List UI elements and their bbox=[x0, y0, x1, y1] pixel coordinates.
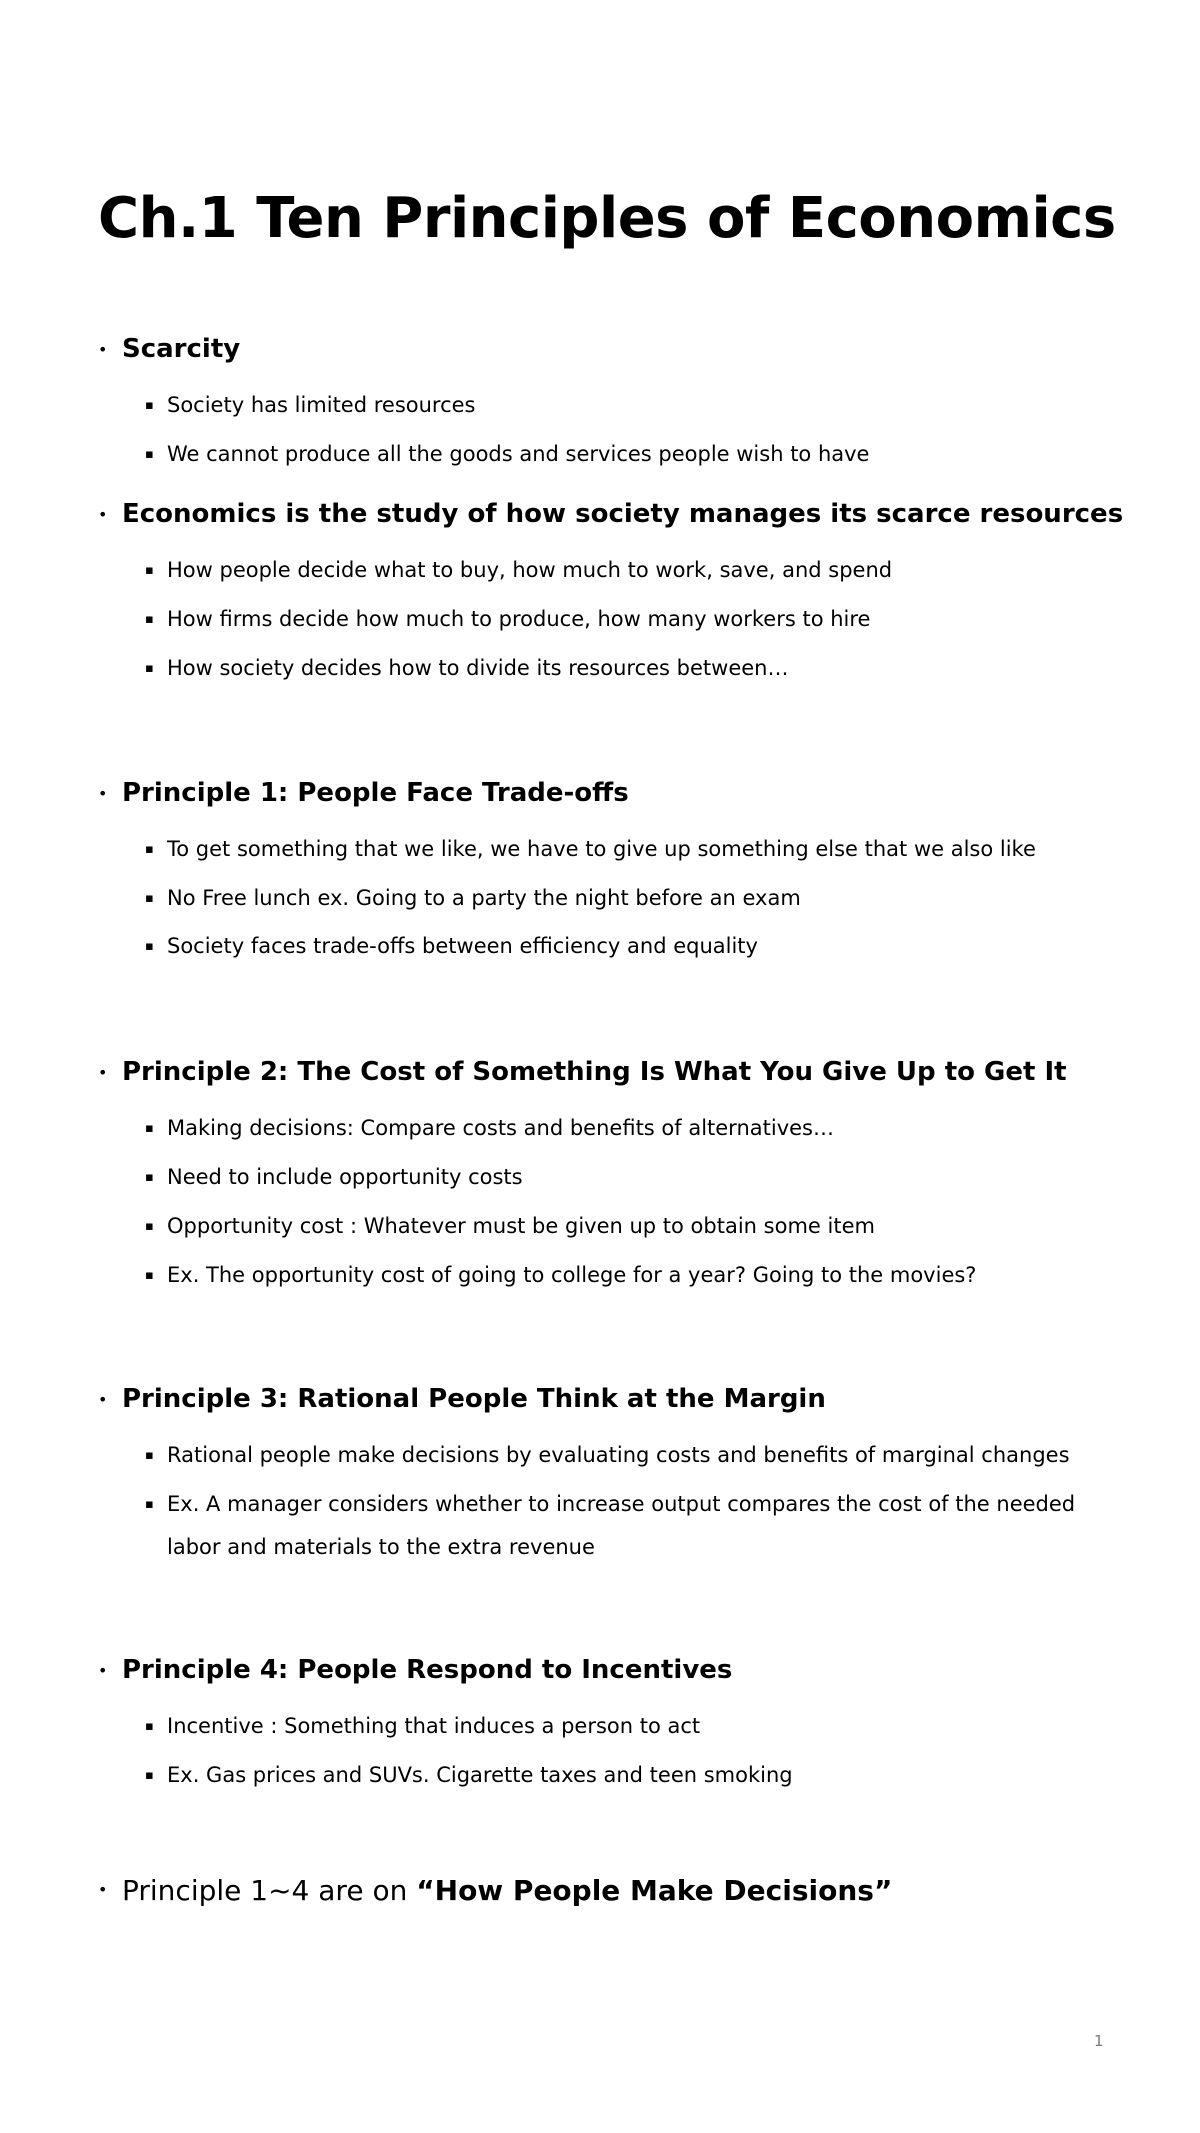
list-item: ▪ Ex. Gas prices and SUVs. Cigarette taxes and teen smoking bbox=[145, 1763, 793, 1787]
bullet-icon: ▪ bbox=[145, 1219, 154, 1234]
bullet-icon: ▪ bbox=[145, 1448, 154, 1463]
list-item: ▪ Need to include opportunity costs bbox=[145, 1165, 523, 1189]
list-item: ▪ Ex. The opportunity cost of going to college for a year? Going to the movies? bbox=[145, 1263, 977, 1287]
bullet-icon: • bbox=[98, 1390, 108, 1409]
list-item: ▪ How people decide what to buy, how much to work, save, and spend bbox=[145, 558, 893, 582]
bullet-icon: ▪ bbox=[145, 1719, 154, 1734]
bullet-icon: ▪ bbox=[145, 612, 154, 627]
section-heading-scarcity: • Scarcity bbox=[98, 334, 241, 364]
bullet-icon: ▪ bbox=[145, 398, 154, 413]
bullet-icon: • bbox=[98, 1880, 108, 1899]
page-number: 1 bbox=[1094, 2032, 1104, 2050]
bullet-icon: • bbox=[98, 1063, 108, 1082]
bullet-icon: • bbox=[98, 505, 108, 524]
section-heading-principle-2: • Principle 2: The Cost of Something Is What You Give Up to Get It bbox=[98, 1057, 1067, 1087]
list-item: ▪ We cannot produce all the goods and services people wish to have bbox=[145, 442, 870, 466]
list-item: ▪ How firms decide how much to produce, how many workers to hire bbox=[145, 607, 871, 631]
bullet-icon: ▪ bbox=[145, 939, 154, 954]
list-item: ▪ Opportunity cost : Whatever must be given up to obtain some item bbox=[145, 1214, 875, 1238]
list-item-continuation: labor and materials to the extra revenue bbox=[167, 1535, 595, 1559]
bullet-icon: • bbox=[98, 340, 108, 359]
list-item: ▪ Making decisions: Compare costs and benefits of alternatives… bbox=[145, 1116, 834, 1140]
list-item: ▪ Rational people make decisions by evaluating costs and benefits of marginal changes bbox=[145, 1443, 1070, 1467]
section-heading-principle-1: • Principle 1: People Face Trade-offs bbox=[98, 778, 629, 808]
section-heading-economics: • Economics is the study of how society manages its scarce resources bbox=[98, 499, 1124, 529]
section-heading-principle-3: • Principle 3: Rational People Think at the Margin bbox=[98, 1384, 826, 1414]
bullet-icon: ▪ bbox=[145, 447, 154, 462]
list-item: ▪ Society faces trade-offs between efficiency and equality bbox=[145, 934, 758, 958]
summary-emphasis: “How People Make Decisions” bbox=[416, 1874, 893, 1907]
bullet-icon: ▪ bbox=[145, 1268, 154, 1283]
bullet-icon: • bbox=[98, 784, 108, 803]
list-item: ▪ How society decides how to divide its resources between… bbox=[145, 656, 789, 680]
summary-prefix: Principle 1~4 are on bbox=[122, 1874, 417, 1907]
section-heading-principle-4: • Principle 4: People Respond to Incentives bbox=[98, 1655, 733, 1685]
bullet-icon: ▪ bbox=[145, 1121, 154, 1136]
bullet-icon: ▪ bbox=[145, 661, 154, 676]
page-title: Ch.1 Ten Principles of Economics bbox=[98, 186, 1116, 251]
list-item: ▪ To get something that we like, we have to give up something else that we also like bbox=[145, 837, 1036, 861]
bullet-icon: • bbox=[98, 1661, 108, 1680]
list-item: ▪ Ex. A manager considers whether to increase output compares the cost of the needed bbox=[145, 1492, 1076, 1516]
summary-line bbox=[98, 1874, 893, 1907]
list-item: ▪ Society has limited resources bbox=[145, 393, 476, 417]
list-item: ▪ Incentive : Something that induces a person to act bbox=[145, 1714, 701, 1738]
bullet-icon: ▪ bbox=[145, 842, 154, 857]
bullet-icon: ▪ bbox=[145, 891, 154, 906]
list-item: ▪ No Free lunch ex. Going to a party the night before an exam bbox=[145, 886, 801, 910]
bullet-icon: ▪ bbox=[145, 1170, 154, 1185]
bullet-icon: ▪ bbox=[145, 1768, 154, 1783]
bullet-icon: ▪ bbox=[145, 1497, 154, 1512]
bullet-icon: ▪ bbox=[145, 563, 154, 578]
